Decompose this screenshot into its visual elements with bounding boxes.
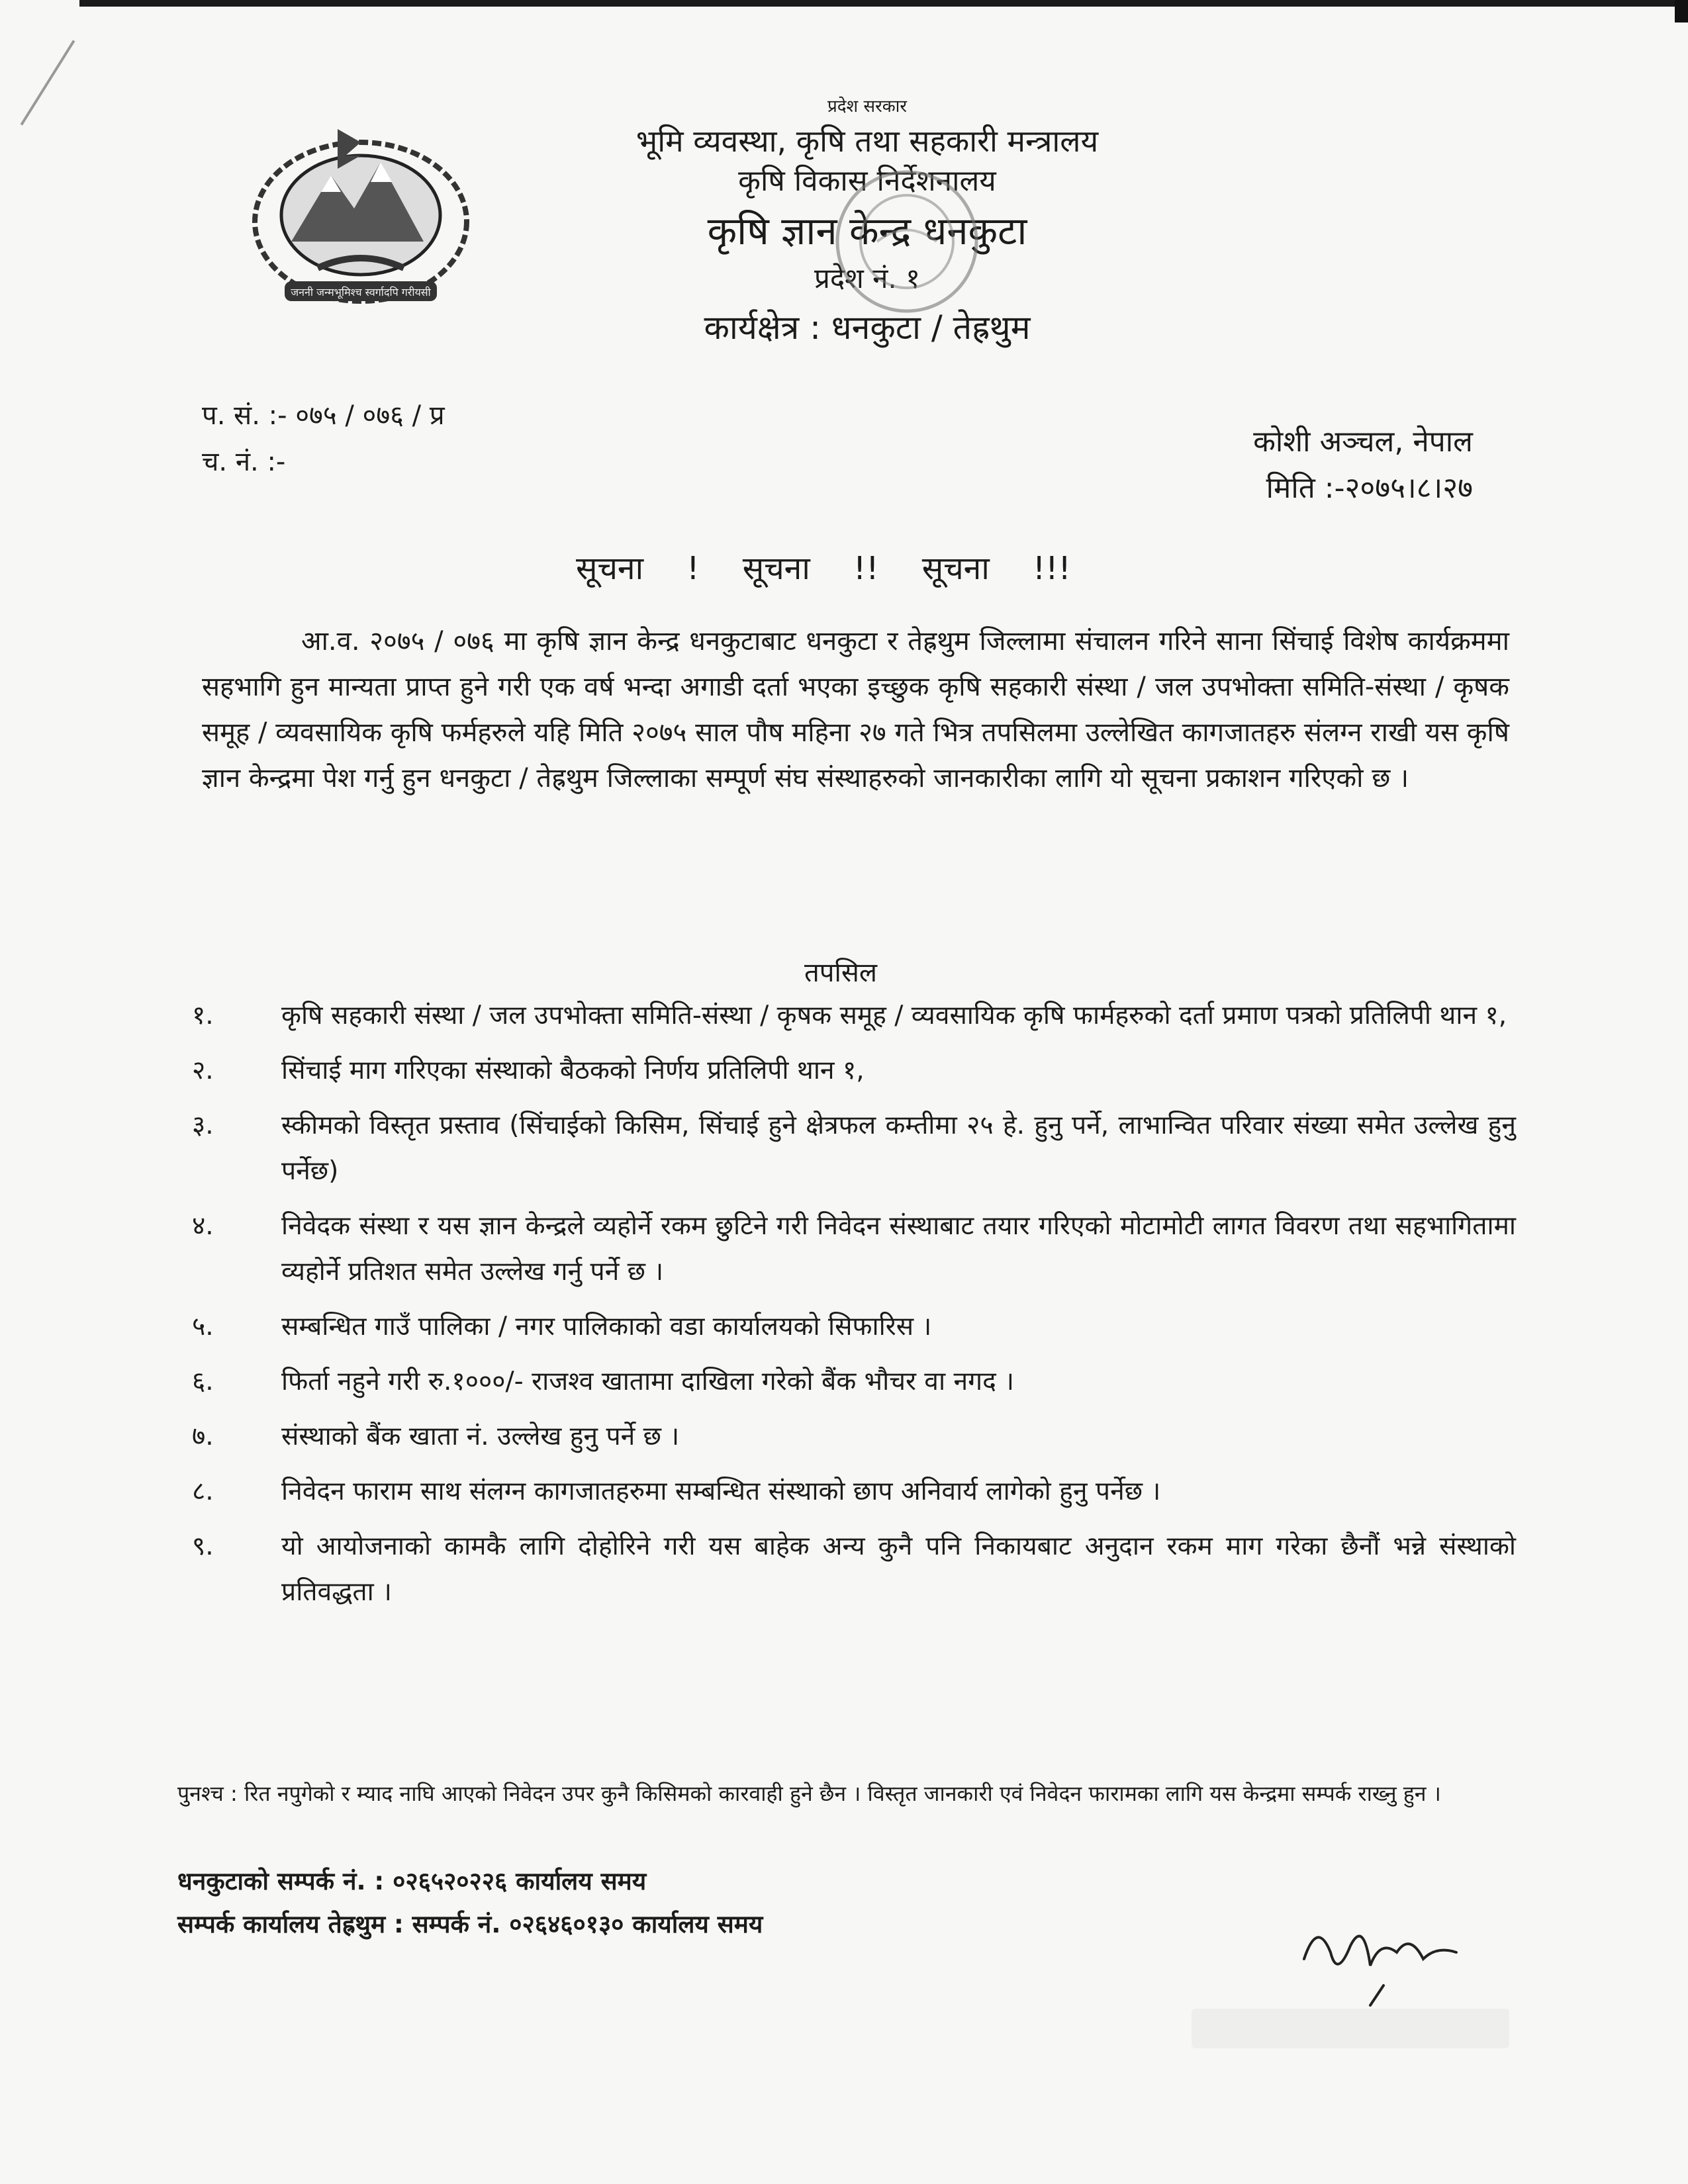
header-directorate: कृषि विकास निर्देशनालय <box>738 164 996 198</box>
signature-icon <box>1291 1906 1476 2012</box>
scan-border <box>79 0 1688 7</box>
item-number: ८. <box>192 1477 214 1506</box>
list-item <box>192 1304 1516 1349</box>
footnote: पुनश्च : रित नपुगेको र म्याद नाघि आएको निवेदन उपर कुनै किसिमको कारवाही हुने छैन । विस्तृत जानकारी एवं निवेदन फारामका लागि यस केन्द्रमा सम्पर्क राख्नु हुन । <box>177 1781 1441 1806</box>
scan-artifact <box>21 40 75 125</box>
item-number: १. <box>192 1001 214 1030</box>
patra-sankhya: प. सं. :- ०७५ / ०७६ / प्र <box>202 400 445 431</box>
header-work-area: कार्यक्षेत्र : धनकुटा / तेह्रथुम <box>704 308 1031 347</box>
notice-body: आ.व. २०७५ / ०७६ मा कृषि ज्ञान केन्द्र धनकुटाबाट धनकुटा र तेह्रथुम जिल्लामा संचालन गरिने साना सिंचाई विशेष कार्यक्रममा सहभागि हुन मान्यता प्राप्त हुने गरी एक वर्ष भन्दा अगाडी दर्ता भएका इच्छुक कृषि सहकारी संस्था / जल उपभोक्ता समिति-संस्था / कृषक समूह / व्यवसायिक कृषि फर्महरुले यहि मिति २०७५ साल पौष महिना २७ गते भित्र तपसिलमा उल्लेखित कागजातहरु संलग्न राखी यस कृषि ज्ञान केन्द्रमा पेश गर्नु हुन धनकुटा / तेह्रथुम जिल्लाका सम्पूर्ण संघ संस्थाहरुको जानकारीका लागि यो सूचना प्रकाशन गरिएको छ । <box>202 626 1509 794</box>
item-text: सिंचाई माग गरिएका संस्थाको बैठकको निर्णय प्रतिलिपी थान १, <box>281 1056 865 1085</box>
tapsil-heading: तपसिल <box>804 958 878 988</box>
contact-dhankuta: धनकुटाको सम्पर्क नं. : ०२६५२०२२६ कार्यालय समय <box>177 1867 647 1895</box>
item-text: संस्थाको बैंक खाता नं. उल्लेख हुनु पर्ने छ । <box>281 1422 680 1451</box>
nepal-emblem-icon <box>245 116 477 314</box>
item-number: ३. <box>192 1111 214 1140</box>
header-government: प्रदेश सरकार <box>827 97 908 116</box>
list-item <box>192 993 1516 1038</box>
list-item <box>192 1048 1516 1093</box>
header-ministry: भूमि व्यवस्था, कृषि तथा सहकारी मन्त्रालय <box>635 123 1099 159</box>
contact-terhathum: सम्पर्क कार्यालय तेह्रथुम : सम्पर्क नं. ०२६४६०१३० कार्यालय समय <box>177 1910 763 1938</box>
item-text: यो आयोजनाको कामकै लागि दोहोरिने गरी यस बाहेक अन्य कुनै पनि निकायबाट अनुदान रकम माग गरेका छैनौं भन्ने संस्थाको प्रतिवद्धता । <box>281 1531 1516 1607</box>
item-number: ७. <box>192 1422 214 1451</box>
item-text: निवेदन फाराम साथ संलग्न कागजातहरुमा सम्बन्धित संस्थाको छाप अनिवार्य लागेको हुनु पर्नेछ । <box>281 1477 1161 1506</box>
item-number: ५. <box>192 1312 214 1342</box>
item-text: सम्बन्धित गाउँ पालिका / नगर पालिकाको वडा कार्यालयको सिफारिस । <box>281 1312 932 1342</box>
requirements-list <box>192 993 1516 1624</box>
list-item <box>192 1103 1516 1194</box>
list-item <box>192 1414 1516 1459</box>
region-text: कोशी अञ्चल, नेपाल <box>1253 425 1473 459</box>
item-text: कृषि सहकारी संस्था / जल उपभोक्ता समिति-संस्था / कृषक समूह / व्यवसायिक कृषि फार्महरुको दर्ता प्रमाण पत्रको प्रतिलिपी थान १, <box>281 1001 1507 1030</box>
office-stamp-icon <box>831 165 983 318</box>
item-text: स्कीमको विस्तृत प्रस्ताव (सिंचाईको किसिम, सिंचाई हुने क्षेत्रफल कम्तीमा २५ हे. हुनु पर्ने, लाभान्वित परिवार संख्या समेत उल्लेख हुनु पर्नेछ) <box>281 1111 1516 1186</box>
list-item <box>192 1469 1516 1514</box>
header-province: प्रदेश नं. १ <box>814 262 920 295</box>
item-text: फिर्ता नहुने गरी रु.१०००/- राजश्व खातामा दाखिला गरेको बैंक भौचर वा नगद । <box>281 1367 1014 1396</box>
date-text: मिति :-२०७५।८।२७ <box>1266 471 1473 505</box>
list-item <box>192 1359 1516 1404</box>
chalani-number: च. नं. :- <box>202 447 286 477</box>
faded-stamp <box>1192 2009 1509 2048</box>
notice-title: सूचना ! सूचना !! सूचना !!! <box>576 550 1071 587</box>
item-text: निवेदक संस्था र यस ज्ञान केन्द्रले व्यहोर्ने रकम छुटिने गरी निवेदन संस्थाबाट तयार गरिएको मोटामोटी लागत विवरण तथा सहभागितामा व्यहोर्ने प्रतिशत समेत उल्लेख गर्नु पर्ने छ । <box>281 1211 1516 1287</box>
list-item <box>192 1524 1516 1615</box>
item-number: ४. <box>192 1211 214 1241</box>
scan-corner <box>1675 0 1688 23</box>
item-number: २. <box>192 1056 214 1085</box>
item-number: ६. <box>192 1367 214 1396</box>
list-item <box>192 1203 1516 1295</box>
item-number: ९. <box>192 1531 214 1561</box>
svg-text:जननी जन्मभूमिश्च स्वर्गादपि गर: जननी जन्मभूमिश्च स्वर्गादपि गरीयसी <box>291 286 431 298</box>
header-center: कृषि ज्ञान केन्द्र धनकुटा <box>707 208 1027 253</box>
